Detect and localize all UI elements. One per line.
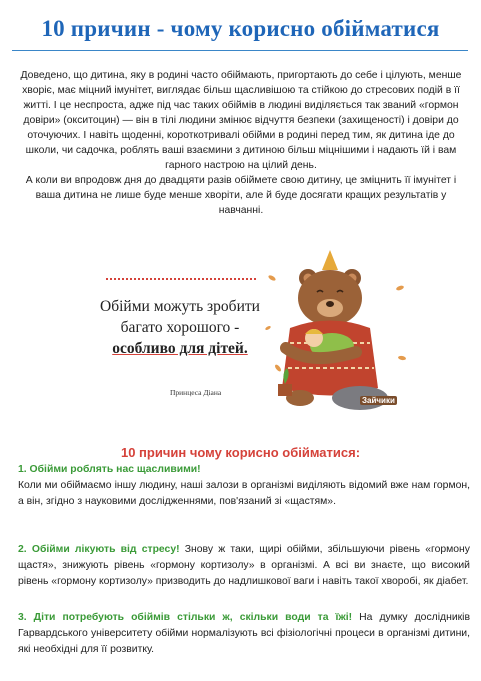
quote-text-bold: особливо для дітей. <box>112 340 248 357</box>
quote-text-plain: Обійми можуть зробити багато хорошого - <box>100 298 260 336</box>
quote-card <box>90 258 395 410</box>
reason-body: Знову ж таки, щирі обійми, збільшуючи рівень «гормону щастя», знижують рівень «гормону кортизолу» в організмі. А всі ви знаєте, що високий рівень «гормону кортизолу» призводить до надлишкової ваги і навіть такої хворобі, як діабет. <box>18 544 470 587</box>
intro-paragraph-1: Доведено, що дитина, яку в родині часто обіймають, пригортають до себе і цілують, менше хворіє, має міцний імунітет, виглядає більш щасливішою та стійкою до стресових подій в її житті. І це неспроста, адже під час таких обіймів в людині виділяється так званий «гормон довіри» (окситоцин) — він в тілі людини змінює відчуття безпеки (захищеності) і довіри до оточуючих. І навіть щоденні, короткотривалі обійми в родині перед тим, як дитина іде до школи, чи садочка, роблять ваші взаємини з дитиною більш міцнішими і надають їй і вам гарного настрою на цілий день. <box>20 70 462 171</box>
reason-heading: 3. Діти потребують обіймів стільки ж, скільки води та їжі! <box>18 612 353 623</box>
reason-item <box>18 462 470 510</box>
title-divider <box>12 50 468 51</box>
reasons-subtitle: 10 причин чому корисно обійматися: <box>120 445 361 460</box>
page-title: 10 причин - чому корисно обійматися <box>41 16 440 41</box>
reason-body: Коли ми обіймаємо іншу людину, наші залози в організмі виділяють відомий вже нам гормон, а він, згідно з науковими дослідженнями, пов'язаний зі «щастям». <box>18 480 470 507</box>
dotted-divider <box>106 278 256 280</box>
bear-hug-illustration <box>260 248 410 418</box>
intro-paragraph-2: А коли ви впродовж дня до двадцяти разів обіймете свою дитину, це зміцнить її імунітет і ваша дитина не лише буде менше хворіти, але й буде досягати кращих результатів у навчанні. <box>25 175 457 216</box>
intro-text <box>16 68 466 218</box>
reason-heading: 2. Обійми лікують від стресу! <box>18 544 180 555</box>
image-label: Зайчики <box>362 396 395 405</box>
quote-author: Принцеса Діана <box>170 388 222 397</box>
reason-heading: 1. Обійми роблять нас щасливими! <box>18 464 201 475</box>
reason-body: На думку дослідників Гарвардського університету обійми нормалізують всі фізіологічні процеси в організмі дитини, які необхідні для її розвитку. <box>18 612 470 655</box>
reason-item <box>18 542 470 590</box>
reason-item <box>18 610 470 658</box>
quote-text <box>90 296 270 359</box>
